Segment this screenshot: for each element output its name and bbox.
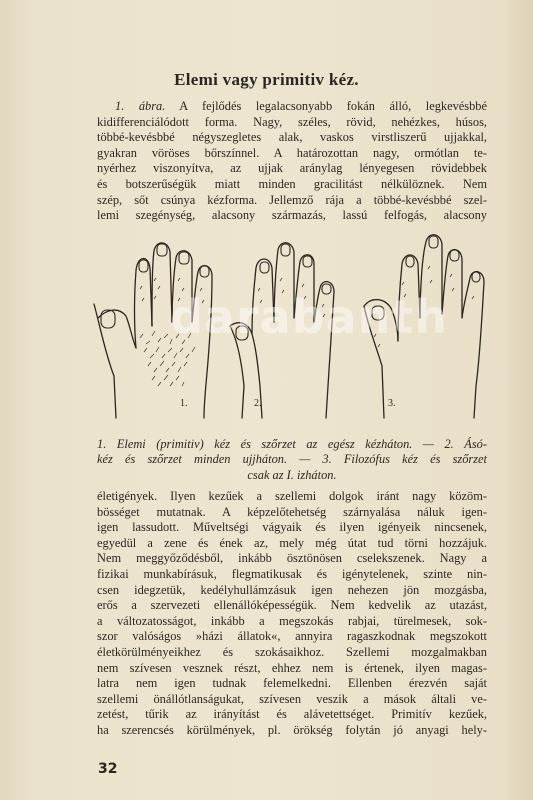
figure-label-2: 2. [254,398,262,409]
text-line: fizikai munkabírásuk, flegmatikusak és igénytelenek, szinte nin- [97,566,487,581]
hands-illustration [92,226,487,421]
text-line: egyedül a zene és ének az, mely még útat tud törni hozzájuk. [97,535,487,550]
paragraph-intro [97,99,487,224]
text-line: bösséget mutatnak. A képzelőtehetség szárnyalása náluk igen- [97,504,487,519]
text-line: latra nem igen tudnak felemelkedni. Ellenben érezvén saját [97,676,487,691]
text-line: erős a szervezeti ellenállóképességük. Nem kedvelik az utazást, [97,598,487,613]
text-line: többé-kevésbbé négyszegletes alak, vaskos virstliszerű ujjakkal, [97,130,487,145]
text-line: csen idegzetük, kedélyhullámzásuk igen nehezen jön mozgásba, [97,582,487,597]
text-line: gyakran vöröses bőrszínnel. A határozottan nagy, ormótlan te- [97,145,487,160]
text-line: lemi szegénység, alacsony származás, lassú felfogás, alacsony [97,208,487,223]
caption-line: 1. Elemi (primitiv) kéz és szőrzet az egész kézháton. — 2. Ásó- [97,437,487,451]
figure-caption [97,437,487,483]
text-line: életkörülményeikhez és szokásaikhoz. Szellemi mozgalmakban [97,644,487,659]
text-line: életigények. Ilyen kezűek a szellemi dolgok iránt nagy közöm- [97,489,487,503]
text-line: szor valóságos »házi állatok«, annyira ragaszkodnak megszokott [97,629,487,644]
caption-line: csak az I. izháton. [247,467,337,482]
text-line: a változatosságot, inkább a megszokás rabjai, türelmesek, sok- [97,613,487,628]
primitive-hand-drawing [94,243,212,418]
paragraph-main [97,489,487,739]
text-line: 1. ábra. A fejlődés legalacsonyabb fokán álló, legkevésbbé [115,99,487,113]
figure-label-3: 3. [388,398,396,409]
caption-line: kéz és szőrzet minden ujjháton. — 3. Filozófus kéz és szőrzet [97,452,487,467]
text-line: kidifferenciálódott forma. Nagy, széles, rövid, nehézkes, húsos, [97,114,487,129]
text-line: ha szerencsés körülmények, pl. örökség folytán jó anyagi hely- [97,722,487,737]
text-line: szép, sőt csúnya kézforma. Jellemző rája a többé-kevésbbé szel- [97,192,487,207]
watermark: darabanth [170,290,449,344]
page-number: 32 [98,761,118,777]
text-line: nyérhez viszonyítva, az ujjak aránylag lényegesen rövidebbek [97,161,487,176]
text-line: zetést, tűrik az irányítást és alávetettséget. Primitív kezűek, [97,707,487,722]
text-line: nem szívesen vesznek részt, ehhez nem is értenek, ilyen magas- [97,660,487,675]
figure-label-1: 1. [180,398,188,409]
text-line: igen lassudott. Műveltségi vágyaik és ilyen igényeik nincsenek, [97,520,487,535]
text-line: és botszerűségük miatt minden gracilitást nélkülöznek. Nem [97,176,487,191]
figure-reference: 1. ábra. [115,99,166,113]
page-title: Elemi vagy primitiv kéz. [174,70,359,89]
text-line: Nem meggyőződésből, inkább ösztönösen cselekszenek. Nagy a [97,551,487,566]
philosopher-hand-drawing [364,235,484,418]
text-line: szellemi önállótlanságukat, szívesen veszik a mások általi ve- [97,691,487,706]
spade-hand-drawing [230,243,334,418]
